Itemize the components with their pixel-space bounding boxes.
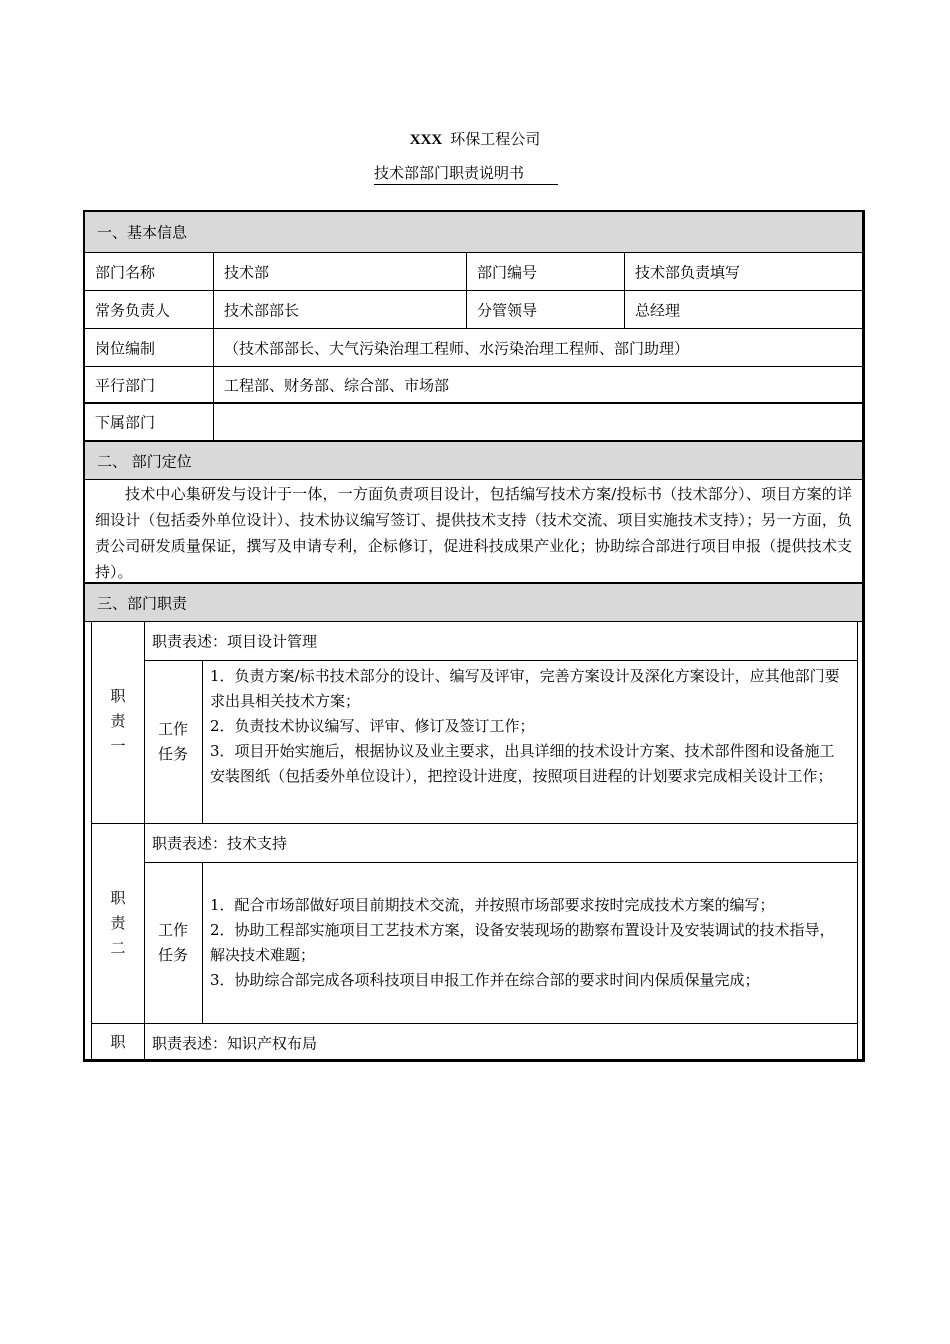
duty-char: 职 — [110, 889, 126, 907]
info-value-cell — [625, 291, 862, 328]
duty-char: 责 — [110, 914, 126, 932]
info-label: 平行部门 — [95, 376, 156, 394]
duty-description-text: 职责表述：项目设计管理 — [152, 632, 318, 651]
info-value: 技术部负责填写 — [635, 263, 741, 281]
section-title: 三、部门职责 — [97, 594, 188, 612]
company-title — [0, 128, 950, 149]
document-title-text: 技术部部门职责说明书 — [374, 164, 525, 182]
info-value: 技术部部长 — [224, 301, 300, 319]
task-item: 3．协助综合部完成各项科技项目申报工作并在综合部的要求时间内保质保量完成； — [210, 971, 760, 989]
info-label: 下属部门 — [95, 413, 156, 432]
duty-block — [91, 622, 858, 824]
task-list — [202, 660, 857, 823]
section-title: 一、基本信息 — [97, 223, 188, 242]
info-label-cell — [85, 329, 214, 366]
info-label-cell — [85, 367, 214, 402]
task-label: 工作 — [157, 719, 188, 738]
positioning-text-block — [85, 480, 862, 584]
duty-description — [144, 622, 857, 661]
task-label: 任务 — [157, 945, 188, 964]
task-item: 3．项目开始实施后，根据协议及业主要求，出具详细的技术设计方案、技术部件图和设备施工安装图纸（包括委外单位设计），把控设计进度，按照项目进程的计划要求完成相关设计工作； — [210, 742, 835, 785]
company-name: 环保工程公司 — [450, 130, 541, 148]
info-label-cell — [85, 253, 214, 290]
company-prefix: XXX — [409, 132, 443, 148]
info-value-cell — [625, 253, 862, 290]
section-duties-header — [85, 584, 862, 622]
duty-char: 二 — [110, 939, 126, 957]
info-value: 总经理 — [635, 301, 681, 319]
duty-char: 一 — [110, 737, 126, 755]
info-value-cell — [214, 329, 862, 366]
task-item: 2．负责技术协议编写、评审、修订及签订工作； — [210, 717, 535, 735]
info-label-cell — [467, 291, 625, 328]
info-label: 部门编号 — [477, 263, 538, 281]
section-positioning-header — [85, 442, 862, 480]
task-label-cell — [144, 862, 203, 1023]
task-item: 1．配合市场部做好项目前期技术交流，并按照市场部要求按时完成技术方案的编写； — [210, 896, 775, 914]
duty-number-cell — [92, 824, 145, 1023]
info-value-cell — [214, 404, 862, 440]
duty-description — [144, 824, 857, 863]
task-label: 工作 — [157, 920, 188, 939]
duty-char: 职 — [110, 1033, 126, 1051]
info-value-cell — [214, 291, 467, 328]
document-title — [374, 162, 558, 185]
positioning-paragraph: 技术中心集研发与设计于一体，一方面负责项目设计，包括编写技术方案/投标书（技术部分）、项目方案的详细设计（包括委外单位设计）、技术协议编写签订、提供技术支持（技术交流、项目实施技术支持）；另一方面，负责公司研发质量保证，撰写及申请专利，企标修订，促进科技成果产业化；协助综合部进行项目申报（提供技术支持）。 — [95, 485, 852, 581]
info-value-cell — [214, 253, 467, 290]
info-label: 岗位编制 — [95, 339, 156, 357]
info-value-cell — [214, 367, 862, 402]
duty-block — [91, 1024, 858, 1061]
duty-number-cell — [92, 622, 145, 823]
info-value: 工程部、财务部、综合部、市场部 — [224, 376, 450, 394]
duty-char: 责 — [110, 712, 126, 730]
task-item: 1．负责方案/标书技术部分的设计、编写及评审，完善方案设计及深化方案设计，应其他部门要求出具相关技术方案； — [210, 667, 840, 710]
section-title: 二、 部门定位 — [97, 452, 192, 470]
duty-description-text: 职责表述：知识产权布局 — [152, 1034, 318, 1053]
task-item: 2．协助工程部实施项目工艺技术方案，设备安装现场的勘察布置设计及安装调试的技术指导，解决技术难题； — [210, 921, 835, 964]
info-row — [85, 367, 862, 404]
section-basic-info-header — [85, 212, 862, 253]
info-row — [85, 404, 862, 442]
info-label-cell — [467, 253, 625, 290]
info-label-cell — [85, 404, 214, 440]
task-label: 任务 — [157, 744, 188, 763]
duty-table — [83, 210, 865, 1062]
duty-number-cell — [92, 1024, 145, 1061]
duty-tasks — [144, 862, 857, 1023]
info-value: （技术部部长、大气污染治理工程师、水污染治理工程师、部门助理） — [224, 339, 690, 357]
info-label-cell — [85, 291, 214, 328]
info-row — [85, 253, 862, 291]
duty-description — [144, 1024, 857, 1062]
duty-tasks — [144, 660, 857, 823]
info-row — [85, 291, 862, 329]
duty-block — [91, 824, 858, 1024]
info-label: 分管领导 — [477, 301, 538, 319]
task-label-cell — [144, 660, 203, 823]
duty-description-text: 职责表述：技术支持 — [152, 834, 288, 853]
task-list — [202, 862, 857, 1023]
info-label: 常务负责人 — [95, 301, 171, 319]
info-value: 技术部 — [224, 263, 270, 281]
info-row — [85, 329, 862, 367]
info-label: 部门名称 — [95, 263, 156, 281]
duty-char: 职 — [110, 687, 126, 705]
